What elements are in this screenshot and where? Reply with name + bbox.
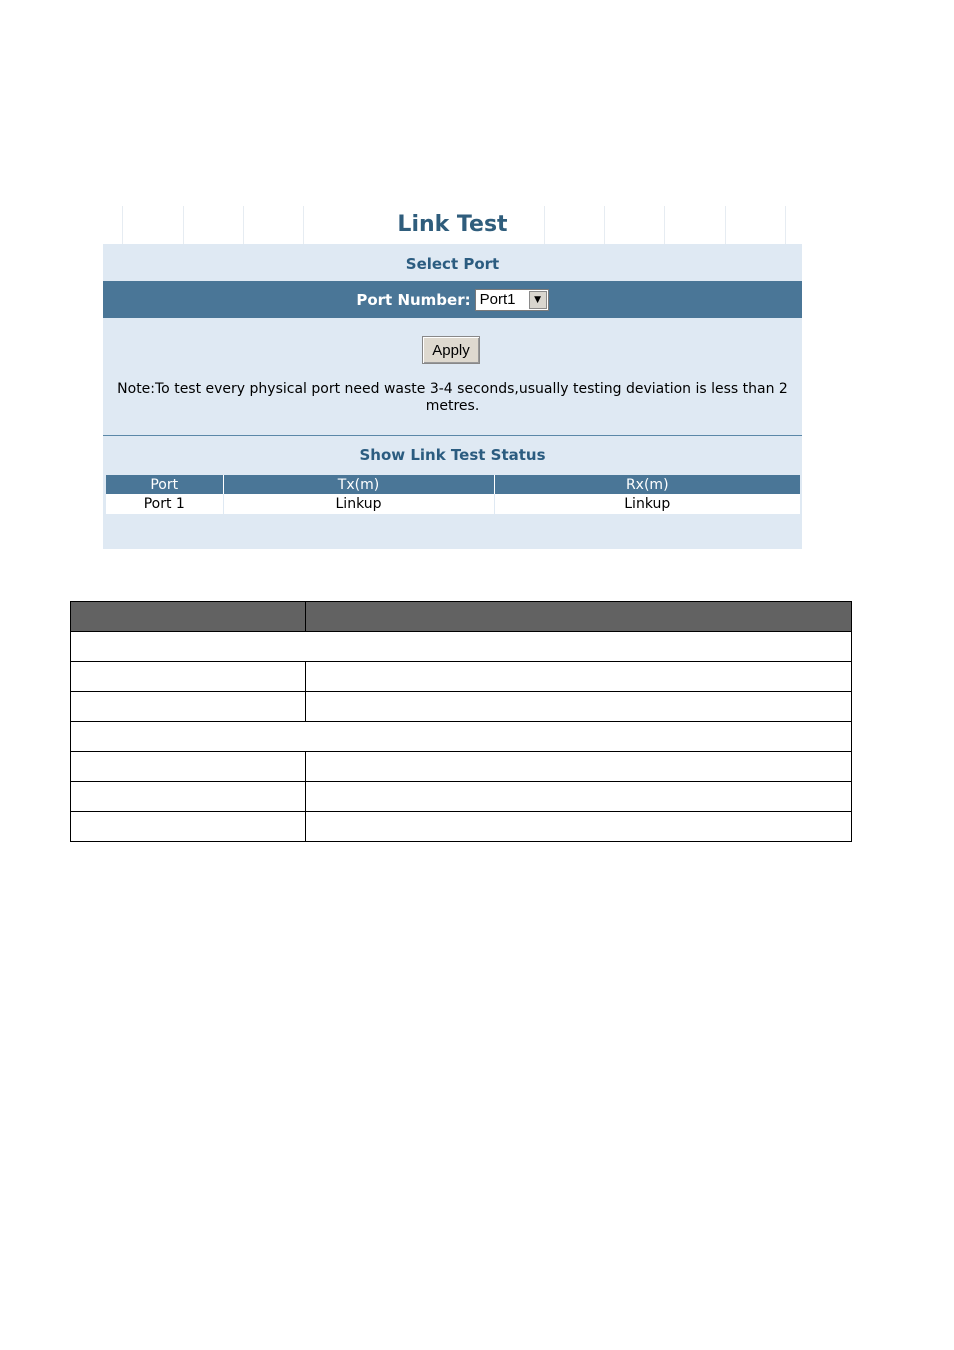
section-cell (71, 722, 852, 752)
description-cell (306, 692, 852, 722)
note-text: Note:To test every physical port need waste 3-4 seconds,usually testing deviation is less than 2 metres. (117, 381, 788, 414)
port-number-value: Port1 (479, 291, 516, 308)
link-status-table (106, 475, 800, 514)
port-number-select[interactable] (475, 289, 549, 311)
table-header-row (106, 475, 800, 494)
cell-rx: Linkup (494, 494, 800, 514)
apply-button[interactable]: Apply (422, 336, 480, 364)
description-cell (306, 812, 852, 842)
cell-tx: Linkup (223, 494, 494, 514)
title-row (103, 206, 802, 244)
object-cell (71, 782, 306, 812)
port-number-bar (103, 281, 802, 318)
header-cell (71, 602, 306, 632)
table-row (71, 692, 852, 722)
table-row (71, 722, 852, 752)
table-row (71, 632, 852, 662)
column-header-tx: Tx(m) (223, 475, 494, 494)
table-row (71, 752, 852, 782)
column-header-rx: Rx(m) (494, 475, 800, 494)
table-row (106, 494, 800, 514)
table-row (71, 812, 852, 842)
cell-port: Port 1 (106, 494, 223, 514)
column-header-port: Port (106, 475, 223, 494)
object-cell (71, 692, 306, 722)
page-title: Link Test (397, 212, 508, 237)
object-cell (71, 662, 306, 692)
port-number-label: Port Number: (356, 290, 471, 309)
description-cell (306, 752, 852, 782)
section-divider (103, 435, 802, 436)
link-test-panel (103, 206, 802, 549)
header-cell (306, 602, 852, 632)
object-cell (71, 752, 306, 782)
section-cell (71, 632, 852, 662)
chevron-down-icon[interactable]: ▼ (529, 291, 547, 309)
description-cell (306, 782, 852, 812)
description-cell (306, 662, 852, 692)
status-heading: Show Link Test Status (359, 446, 546, 464)
table-row (71, 782, 852, 812)
table-header-row (71, 602, 852, 632)
description-table (70, 601, 852, 842)
object-cell (71, 812, 306, 842)
table-row (71, 662, 852, 692)
select-port-heading: Select Port (405, 255, 500, 273)
